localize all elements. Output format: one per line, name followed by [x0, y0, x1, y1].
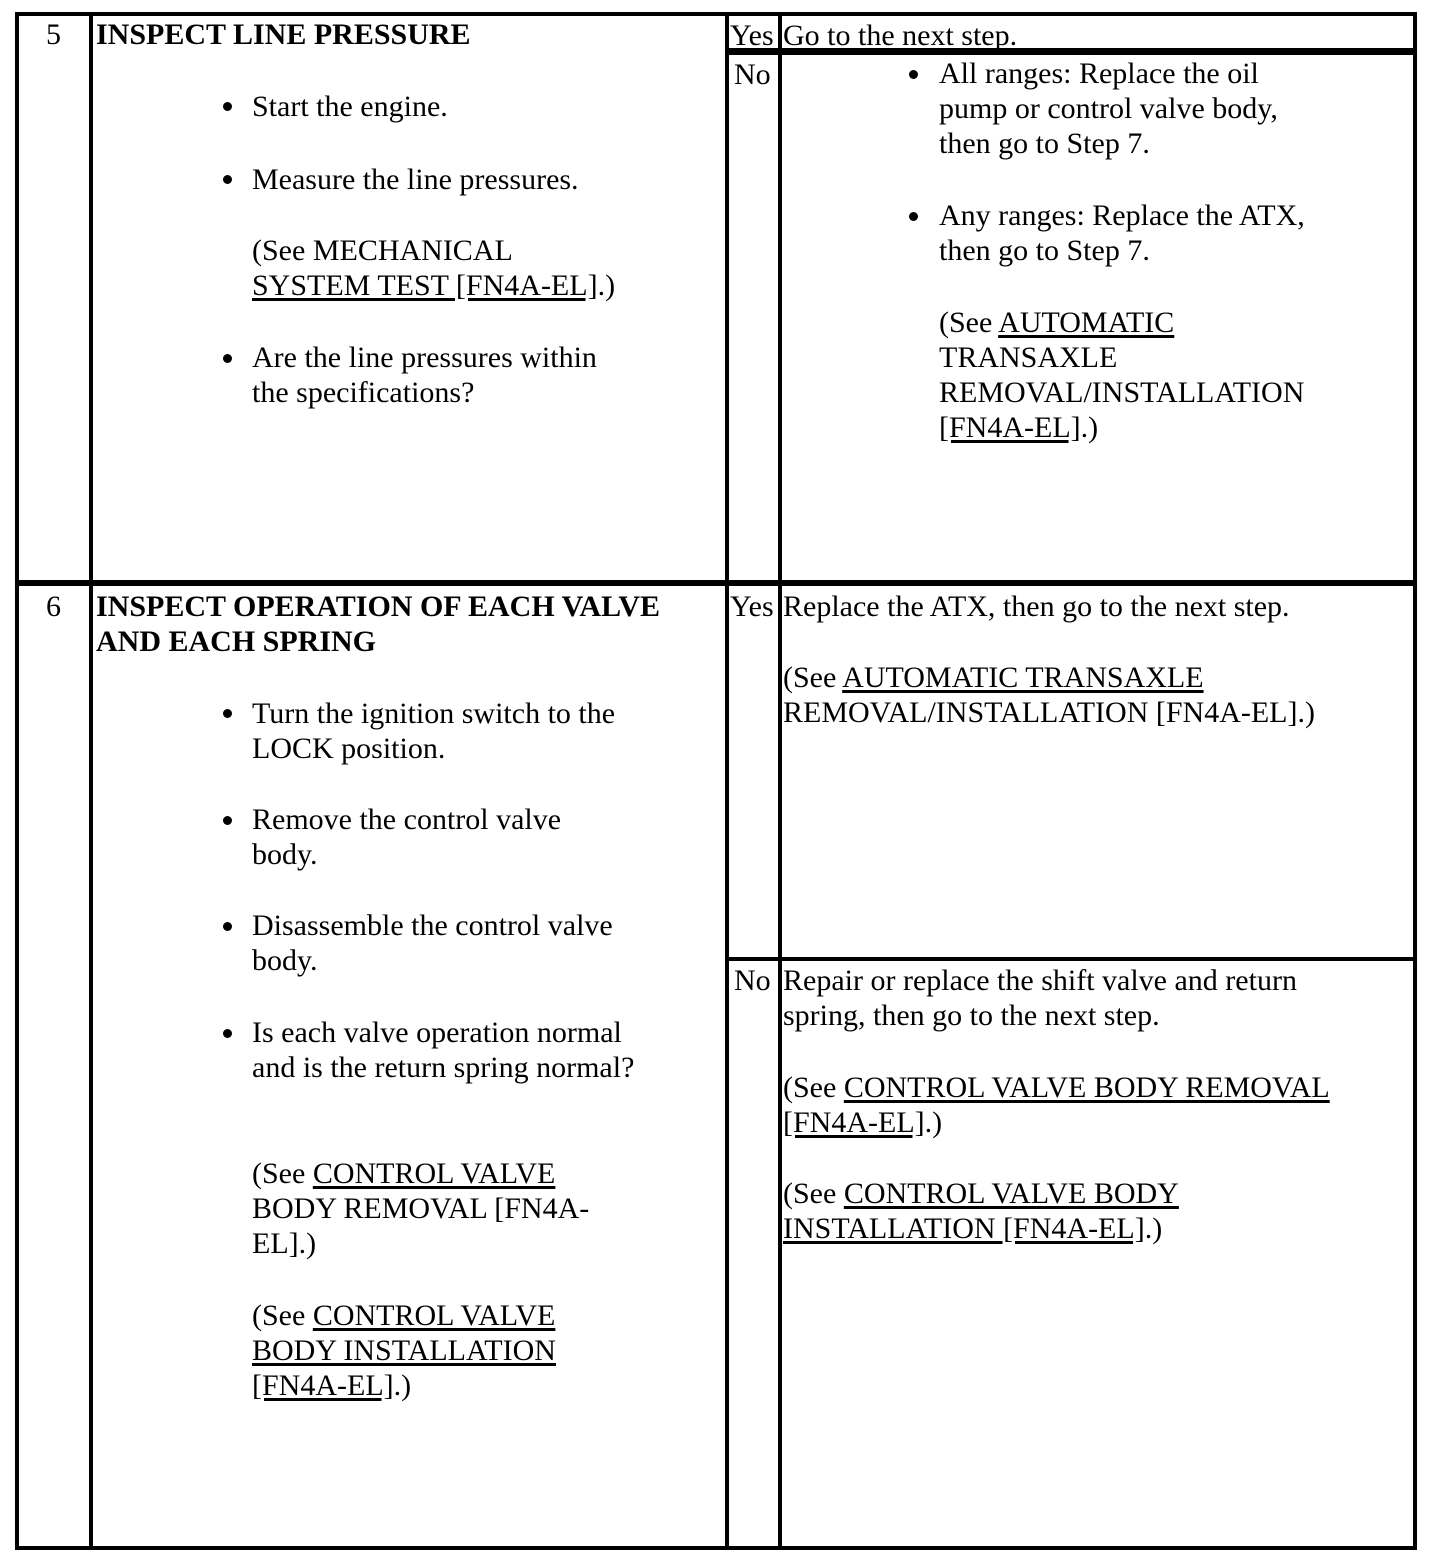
no-action-item: Any ranges: Replace the ATX, then go to Step 7.	[939, 199, 1305, 267]
yes-label: Yes	[730, 590, 774, 623]
reference-link[interactable]: [FN4A-EL]	[939, 411, 1081, 444]
action-item: Measure the line pressures.	[252, 163, 579, 196]
reference-note: (See AUTOMATIC TRANSAXLE REMOVAL/INSTALLATION [FN4A-EL].)	[783, 661, 1315, 729]
reference-note: (See CONTROL VALVE BODY INSTALLATION [FN4A-EL].)	[252, 1299, 556, 1402]
action-item: Turn the ignition switch to the LOCK position.	[252, 697, 616, 765]
reference-note: (See CONTROL VALVE BODY INSTALLATION [FN4A-EL].)	[783, 1177, 1179, 1245]
reference-link[interactable]: TRANSAXLE	[939, 341, 1118, 374]
bullet-icon	[223, 175, 232, 184]
no-label: No	[734, 58, 771, 91]
reference-link[interactable]: INSTALLATION [FN4A-EL]	[783, 1212, 1145, 1245]
yes-label: Yes	[730, 19, 774, 52]
reference-link[interactable]: SYSTEM TEST [FN4A-EL]	[252, 269, 598, 302]
step-title: INSPECT LINE PRESSURE	[96, 18, 471, 51]
bullet-icon	[223, 816, 232, 825]
reference-note: (See AUTOMATIC TRANSAXLE REMOVAL/INSTALLATION [FN4A-EL].)	[939, 306, 1305, 444]
bullet-icon	[223, 709, 232, 718]
reference-link[interactable]: BODY REMOVAL [FN4A-	[252, 1192, 590, 1225]
step-title: INSPECT OPERATION OF EACH VALVE AND EACH SPRING	[96, 590, 661, 658]
bullet-icon	[909, 212, 918, 221]
reference-note: (See MECHANICAL SYSTEM TEST [FN4A-EL].)	[252, 234, 616, 302]
reference-link[interactable]: AUTOMATIC TRANSAXLE	[842, 661, 1204, 694]
step-number: 5	[46, 18, 61, 51]
no-label: No	[734, 964, 771, 997]
no-action: Repair or replace the shift valve and return spring, then go to the next step.	[783, 964, 1297, 1032]
reference-link[interactable]: EL]	[252, 1227, 299, 1260]
no-action-item: All ranges: Replace the oil pump or control valve body, then go to Step 7.	[939, 57, 1278, 160]
bullet-icon	[223, 1029, 232, 1038]
reference-link[interactable]: BODY INSTALLATION	[252, 1334, 556, 1367]
action-item: Is each valve operation normal and is the return spring normal?	[252, 1016, 635, 1084]
reference-link[interactable]: REMOVAL/INSTALLATION [FN4A-EL]	[783, 696, 1298, 729]
bullet-icon	[223, 102, 232, 111]
reference-link[interactable]: REMOVAL/INSTALLATION	[939, 376, 1305, 409]
step-number: 6	[46, 590, 61, 623]
bullet-icon	[909, 70, 918, 79]
yes-action: Replace the ATX, then go to the next step.	[783, 590, 1290, 623]
reference-link[interactable]: CONTROL VALVE BODY	[843, 1177, 1179, 1210]
action-item: Disassemble the control valve body.	[252, 909, 613, 977]
reference-note: (See CONTROL VALVE BODY REMOVAL [FN4A-EL].)	[783, 1071, 1330, 1139]
reference-link[interactable]: CONTROL VALVE	[312, 1157, 556, 1190]
action-item: Are the line pressures within the specifications?	[252, 341, 597, 409]
bullet-icon	[223, 354, 232, 363]
reference-link[interactable]: AUTOMATIC	[998, 306, 1175, 339]
reference-link[interactable]: MECHANICAL	[312, 234, 513, 267]
action-item: Start the engine.	[252, 90, 448, 123]
reference-note: (See CONTROL VALVE BODY REMOVAL [FN4A- EL].)	[252, 1157, 590, 1260]
reference-link[interactable]: CONTROL VALVE BODY REMOVAL	[843, 1071, 1330, 1104]
reference-link[interactable]: CONTROL VALVE	[312, 1299, 556, 1332]
reference-link[interactable]: [FN4A-EL]	[783, 1106, 925, 1139]
action-item: Remove the control valve body.	[252, 803, 562, 871]
reference-link[interactable]: [FN4A-EL]	[252, 1369, 394, 1402]
bullet-icon	[223, 922, 232, 931]
yes-action: Go to the next step.	[783, 19, 1018, 52]
